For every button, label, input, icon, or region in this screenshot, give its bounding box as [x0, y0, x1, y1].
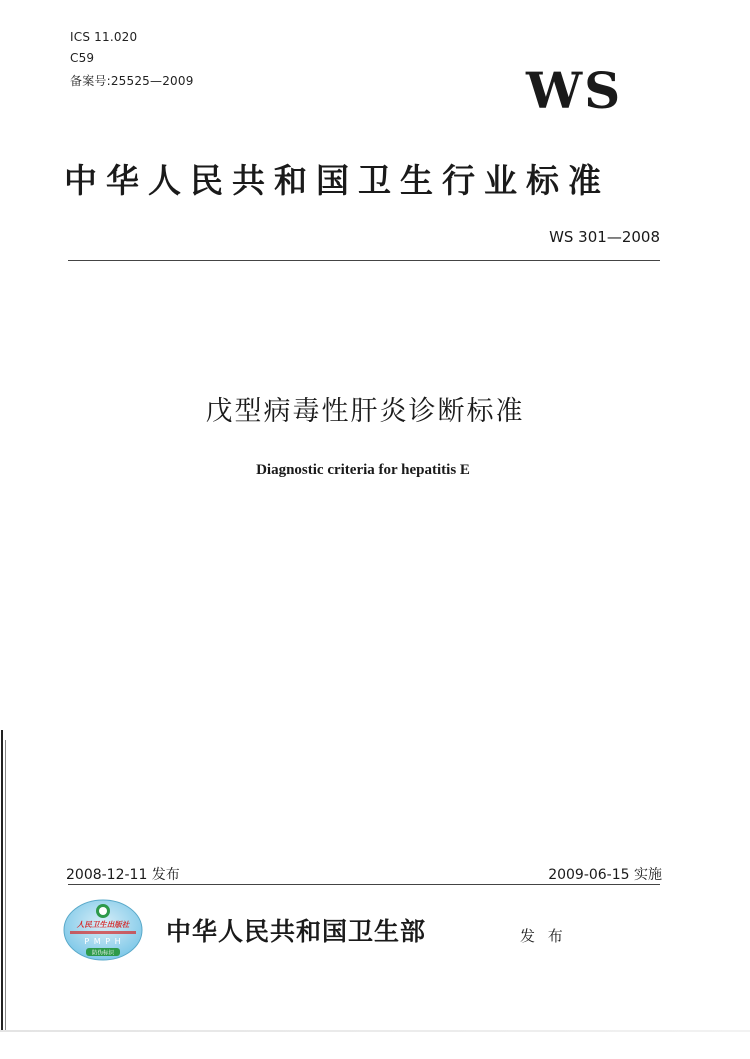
scan-bottom-shadow: [0, 1030, 750, 1032]
seal-letters: P M P H: [84, 937, 122, 946]
document-title-english: Diagnostic criteria for hepatitis E: [256, 462, 470, 478]
header-divider: [68, 260, 660, 261]
ics-code: ICS 11.020: [70, 30, 138, 44]
anti-counterfeit-seal-icon: [62, 898, 144, 962]
seal-label: 人民卫生出版社: [76, 920, 130, 929]
issue-date: 2008-12-11 发布: [66, 867, 180, 883]
ccs-code: C59: [70, 51, 95, 65]
record-number: 备案号:25525—2009: [70, 74, 194, 88]
footer-divider: [68, 884, 660, 885]
standard-number: WS 301—2008: [549, 228, 660, 246]
seal-tag: 防伪标识: [91, 950, 115, 957]
ws-standard-mark: WS: [526, 61, 623, 120]
issuing-authority: 中华人民共和国卫生部: [166, 917, 427, 946]
scan-edge-mark: [0, 730, 9, 1059]
implementation-date: 2009-06-15 实施: [548, 867, 662, 883]
issue-action: 发 布: [520, 927, 567, 945]
standard-category: 中华人民共和国卫生行业标准: [64, 161, 610, 200]
document-title-chinese: 戊型病毒性肝炎诊断标准: [205, 396, 525, 427]
